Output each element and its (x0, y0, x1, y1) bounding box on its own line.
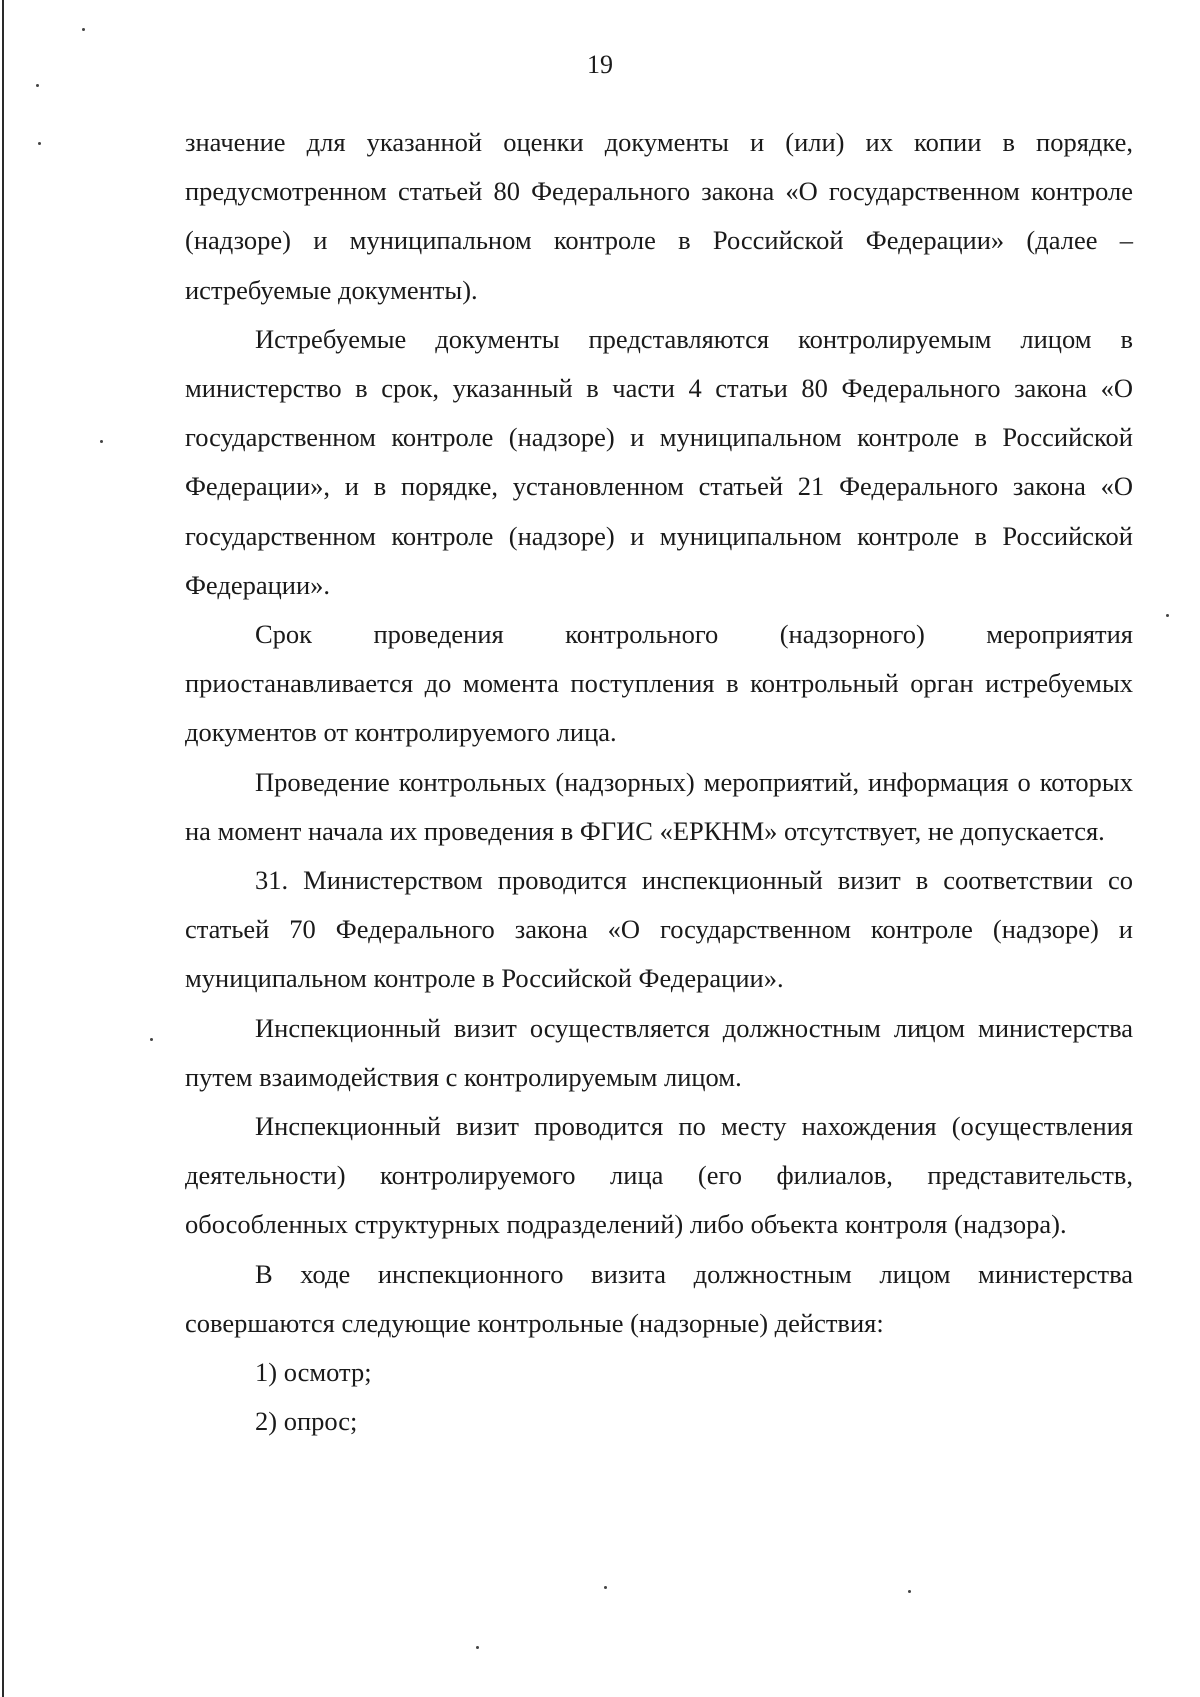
paragraph: В ходе инспекционного визита должностным лицом министерства совершаются следующие контрольные (надзорные) действия: (185, 1258, 1133, 1338)
paragraph: Срок проведения контрольного (надзорного) мероприятия приостанавливается до момента поступления в контрольный орган истребуемых документов от контролируемого лица. (185, 619, 1133, 748)
scan-speck (36, 84, 39, 87)
scan-speck (100, 440, 103, 443)
scan-speck (38, 142, 41, 145)
scan-speck (908, 1590, 911, 1593)
paragraph-continuation: значение для указанной оценки документы и (или) их копии в порядке, предусмотренном статьей 80 Федерального закона «О государственном контроле (надзоре) и муниципальном контроле в Российской Федерации» (далее – истребуемые документы). (185, 127, 1133, 305)
paragraph: Инспекционный визит осуществляется должностным лицом министерства путем взаимодействия с контролируемым лицом. (185, 1012, 1133, 1092)
paragraph: Проведение контрольных (надзорных) мероприятий, информация о которых на момент начала их проведения в ФГИС «ЕРКНМ» отсутствует, не допускается. (185, 766, 1133, 846)
scan-speck (82, 28, 85, 31)
scan-speck (150, 1038, 153, 1041)
page-number: 19 (587, 50, 613, 79)
scan-speck (476, 1646, 479, 1649)
list-item: 2) опрос; (255, 1406, 358, 1437)
list-item: 1) осмотр; (255, 1357, 372, 1388)
paragraph-clause-31: 31. Министерством проводится инспекционный визит в соответствии со статьей 70 Федерального закона «О государственном контроле (надзоре) и муниципальном контроле в Российской Федерации». (185, 865, 1133, 994)
paragraph: Инспекционный визит проводится по месту нахождения (осуществления деятельности) контролируемого лица (его филиалов, представительств, обособленных структурных подразделений) либо объекта контроля (надзора). (185, 1111, 1133, 1240)
scan-speck (1166, 614, 1169, 617)
scan-edge-line (2, 0, 4, 1697)
paragraph: Истребуемые документы представляются контролируемым лицом в министерство в срок, указанный в части 4 статьи 80 Федерального закона «О государственном контроле (надзоре) и муниципальном контроле в Российской Федерации», и в порядке, установленном статьей 21 Федерального закона «О государственном контроле (надзоре) и муниципальном контроле в Российской Федерации». (185, 323, 1133, 600)
scan-speck (604, 1586, 607, 1589)
document-body (185, 118, 1133, 1446)
